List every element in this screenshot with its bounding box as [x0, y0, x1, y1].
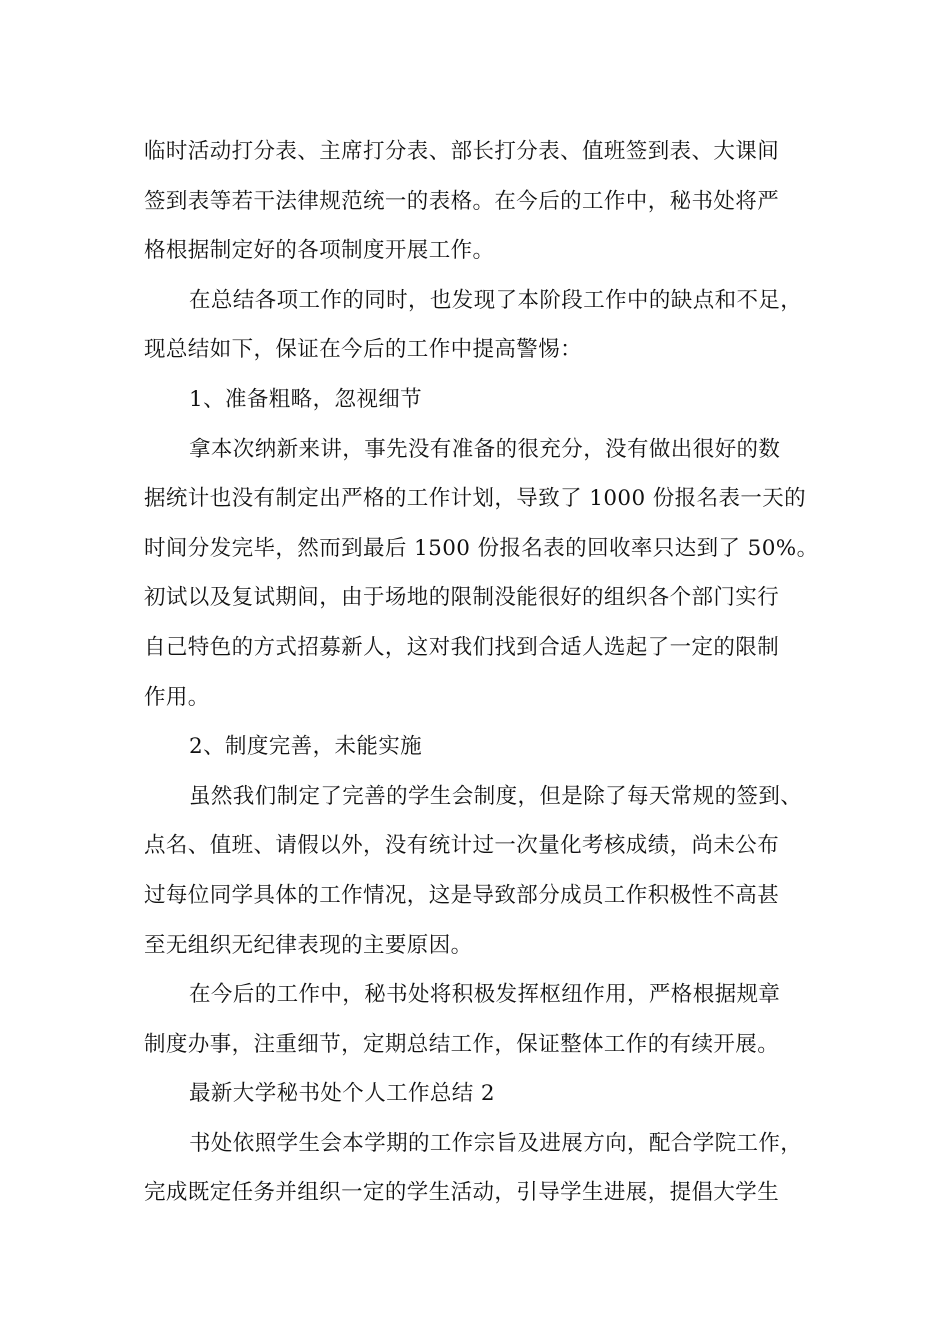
text-line: 自己特色的方式招募新人，这对我们找到合适人选起了一定的限制: [144, 634, 780, 660]
text-line: 点名、值班、请假以外，没有统计过一次量化考核成绩，尚未公布: [144, 833, 780, 859]
text-line: 格根据制定好的各项制度开展工作。: [144, 238, 495, 264]
text-line: 据统计也没有制定出严格的工作计划，导致了 1000 份报名表一天的: [144, 486, 807, 512]
text-line: 签到表等若干法律规范统一的表格。在今后的工作中，秘书处将严: [144, 188, 780, 214]
text-line: 2、制度完善，未能实施: [189, 734, 423, 760]
document-body: [144, 127, 819, 1218]
text-line: 书处依照学生会本学期的工作宗旨及进展方向，配合学院工作，: [189, 1130, 803, 1156]
text-line: 现总结如下，保证在今后的工作中提高警惕：: [144, 337, 583, 363]
text-line: 拿本次纳新来讲，事先没有准备的很充分，没有做出很好的数: [189, 436, 781, 462]
text-line: 制度办事，注重细节，定期总结工作，保证整体工作的有续开展。: [144, 1031, 780, 1057]
text-line: 至无组织无纪律表现的主要原因。: [144, 932, 473, 958]
text-line: 1、准备粗略，忽视细节: [189, 386, 423, 412]
text-line: 作用。: [144, 684, 210, 710]
text-line: 初试以及复试期间，由于场地的限制没能很好的组织各个部门实行: [144, 585, 780, 611]
text-line: 虽然我们制定了完善的学生会制度，但是除了每天常规的签到、: [189, 783, 803, 809]
text-line: 在总结各项工作的同时，也发现了本阶段工作中的缺点和不足，: [189, 287, 803, 313]
text-line: 最新大学秘书处个人工作总结 2: [189, 1081, 496, 1107]
text-line: 时间分发完毕，然而到最后 1500 份报名表的回收率只达到了 50%。: [144, 535, 819, 561]
text-line: 在今后的工作中，秘书处将积极发挥枢纽作用，严格根据规章: [189, 982, 781, 1008]
text-line: 临时活动打分表、主席打分表、部长打分表、值班签到表、大课间: [144, 139, 780, 164]
text-line: 过每位同学具体的工作情况，这是导致部分成员工作积极性不高甚: [144, 882, 780, 908]
text-line: 完成既定任务并组织一定的学生活动，引导学生进展，提倡大学生: [144, 1180, 780, 1206]
